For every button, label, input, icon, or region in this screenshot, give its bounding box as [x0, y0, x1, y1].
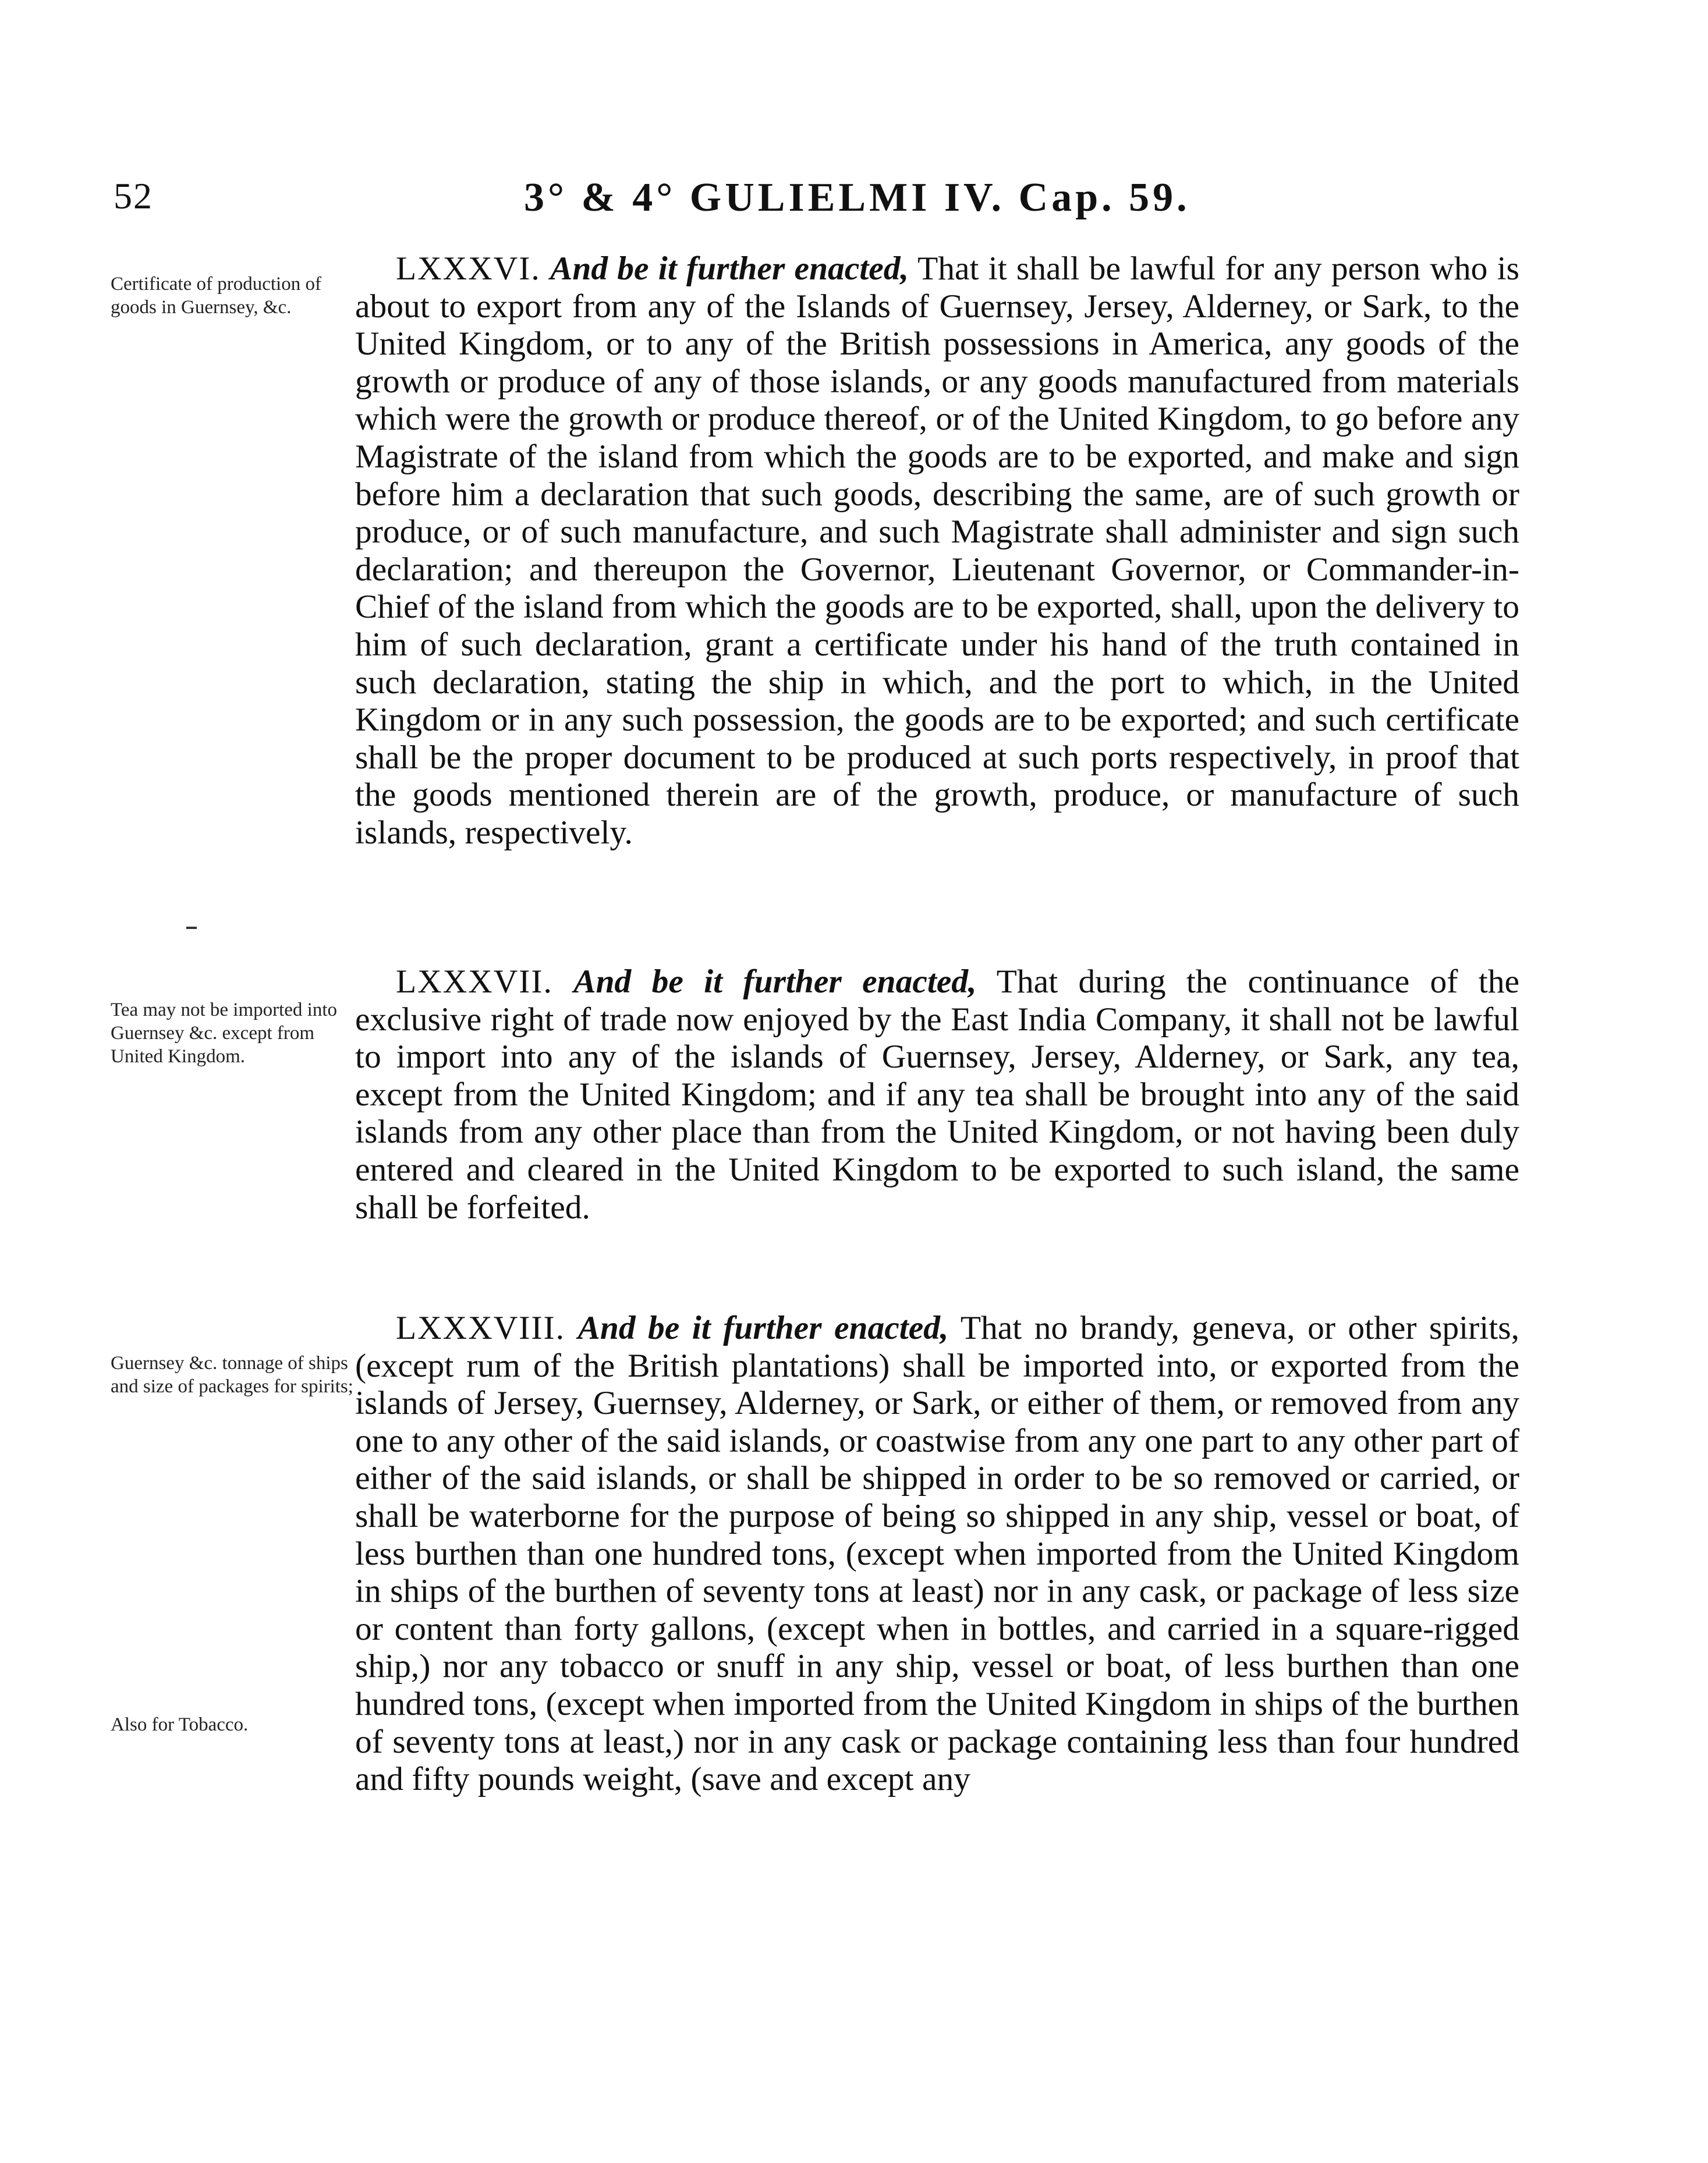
page-number: 52 — [114, 175, 153, 217]
enacting-clause: And be it further enacted, — [573, 963, 977, 1000]
running-head: 3° & 4° GULIELMI IV. Cap. 59. — [524, 175, 1190, 220]
section-lxxxviii — [355, 1310, 1519, 1799]
enacting-clause: And be it further enacted, — [577, 1310, 949, 1346]
section-text: That no brandy, geneva, or other spirits, (except rum of the British plantations) shall be imported into, or exported from the islands of Jersey, Guernsey, Alderney, or Sark, or either of them, or removed from any one to any other of the said islands, or coastwise from any one part to any other part of either of the said islands, or shall be shipped in order to be so removed or carried, or shall be waterborne for the purpose of being so shipped in any ship, vessel or boat, of less burthen than one hundred tons, (except when imported from the United Kingdom in ships of the burthen of seventy tons at least) nor in any cask, or package of less size or content than forty gallons, (except when in bottles, and carried in a square-rigged ship,) nor any tobacco or snuff in any ship, vessel or boat, of less burthen than one hundred tons, (except when imported from the United Kingdom in ships of the burthen of seventy tons at least,) nor in any cask or package containing less than four hundred and fifty pounds weight, (save and except any — [355, 1310, 1519, 1798]
section-lxxxvi — [355, 250, 1519, 852]
section-text: That it shall be lawful for any person who is about to export from any of the Islands of Guernsey, Jersey, Alderney, or Sark, to the United Kingdom, or to any of the British possessions in America, any goods of the growth or produce of any of those islands, or any goods manufactured from materials which were the growth or produce thereof, or of the United Kingdom, to go before any Magistrate of the island from which the goods are to be exported, and make and sign before him a declaration that such goods, describing the same, are of such growth or produce, or of such manufacture, and such Magistrate shall administer and sign such declaration; and thereupon the Governor, Lieutenant Governor, or Commander-in-Chief of the island from which the goods are to be exported, shall, upon the delivery to him of such declaration, grant a certificate under his hand of the truth contained in such declaration, stating the ship in which, and the port to which, in the United Kingdom or in any such possession, the goods are to be exported; and such certificate shall be the proper document to be produced at such ports respectively, in proof that the goods mentioned therein are of the growth, produce, or manufacture of such islands, respectively. — [355, 250, 1519, 851]
enacting-clause: And be it further enacted, — [550, 250, 909, 287]
section-number: LXXXVIII. — [396, 1310, 566, 1346]
section-paragraph — [355, 963, 1519, 1226]
section-lxxxvii — [355, 963, 1519, 1226]
margin-note-tobacco: Also for Tobacco. — [111, 1714, 249, 1735]
section-number: LXXXVI. — [396, 250, 541, 287]
stray-mark — [186, 927, 197, 929]
section-paragraph — [355, 1310, 1519, 1799]
section-number: LXXXVII. — [396, 963, 553, 1000]
margin-note-tonnage: Guernsey &c. tonnage of ships and size of packages for spirits; — [111, 1353, 353, 1397]
margin-note-certificate: Certificate of production of goods in Guernsey, &c. — [111, 274, 321, 318]
section-text: That during the continuance of the exclusive right of trade now enjoyed by the East India Company, it shall not be lawful to import into any of the islands of Guernsey, Jersey, Alderney, or Sark, any tea, except from the United Kingdom; and if any tea shall be brought into any of the said islands from any other place than from the United Kingdom, or not having been duly entered and cleared in the United Kingdom to be exported to such island, the same shall be forfeited. — [355, 963, 1520, 1226]
section-paragraph — [355, 250, 1519, 852]
margin-note-tea: Tea may not be imported into Guernsey &c. except from United Kingdom. — [111, 999, 338, 1067]
